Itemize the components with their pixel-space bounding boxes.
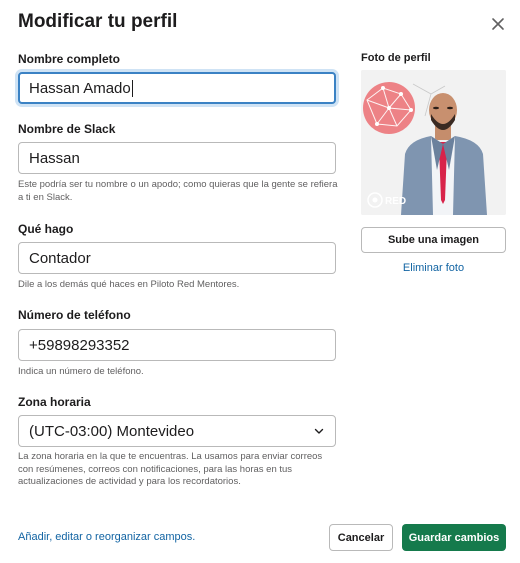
phone-value: +59898293352 bbox=[29, 336, 130, 354]
full-name-input[interactable] bbox=[18, 72, 336, 104]
dialog-title: Modificar tu perfil bbox=[18, 11, 178, 32]
edit-fields-link[interactable]: Añadir, editar o reorganizar campos. bbox=[18, 531, 196, 543]
photo-watermark: RED bbox=[385, 196, 407, 207]
what-i-do-value: Contador bbox=[29, 249, 91, 267]
phone-input[interactable] bbox=[18, 329, 336, 361]
remove-photo-link[interactable]: Eliminar foto bbox=[402, 262, 465, 274]
timezone-value: (UTC-03:00) Montevideo bbox=[29, 422, 195, 440]
what-i-do-hint: Dile a los demás qué haces en Piloto Red Mentores. bbox=[18, 279, 240, 290]
upload-photo-button[interactable]: Sube una imagen bbox=[361, 227, 506, 253]
what-i-do-input[interactable] bbox=[18, 242, 336, 274]
cancel-button[interactable]: Cancelar bbox=[329, 524, 393, 551]
slack-name-value: Hassan bbox=[29, 149, 80, 167]
chevron-down-icon bbox=[313, 425, 325, 437]
slack-name-label: Nombre de Slack bbox=[18, 122, 116, 136]
phone-hint: Indica un número de teléfono. bbox=[18, 366, 144, 377]
profile-photo-label: Foto de perfil bbox=[361, 52, 431, 64]
timezone-hint: La zona horaria en la que te encuentras. La usamos para enviar correos con resúmenes, correos con notificaciones, para las horas en tus actualizaciones de actividad y para los recordatorios. bbox=[18, 451, 323, 487]
what-i-do-label: Qué hago bbox=[18, 222, 74, 236]
profile-photo bbox=[361, 70, 506, 215]
phone-label: Número de teléfono bbox=[18, 308, 131, 322]
save-changes-button[interactable]: Guardar cambios bbox=[402, 524, 506, 551]
text-caret bbox=[132, 80, 133, 97]
timezone-label: Zona horaria bbox=[18, 395, 91, 409]
full-name-value: Hassan Amado bbox=[29, 79, 131, 97]
slack-name-hint: Este podría ser tu nombre o un apodo; como quieras que la gente se refiera a ti en Slack. bbox=[18, 179, 338, 203]
full-name-label: Nombre completo bbox=[18, 52, 121, 66]
close-icon[interactable] bbox=[488, 14, 508, 34]
slack-name-input[interactable] bbox=[18, 142, 336, 174]
timezone-select[interactable] bbox=[18, 415, 336, 447]
